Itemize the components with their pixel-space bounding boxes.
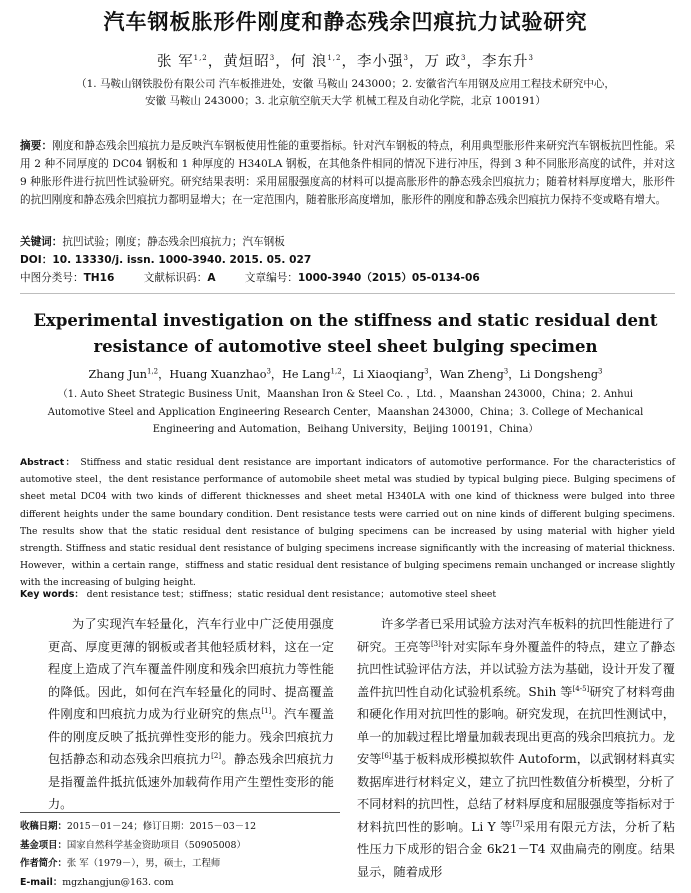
affiliations-english: （1. Auto Sheet Strategic Business Unit，Maanshan Iron & Steel Co. ，Ltd. ，Maanshan 243000，China；2. Anhui Automotive Steel and Application Engineering Research Center，Maanshan 243000，China；3. College of Mechanical Engineering and Automation，Beihang University，Beijing 100191，China） — [47, 389, 644, 435]
abstract-en-text: Stiffness and static residual dent resistance are important indicators of automotive performance. For the characteristics of automotive steel，the dent resistance performance of automobile sheet metal was studied by typical bulging piece. Bulging specimens of sheet metal DC04 with two kinds of different thicknesses and sheet metal H340LA with one kind of thickness were bulged into three different heights under the same boundary condition. Dent resistance tests were carried out on nine kinds of different bulging specimens. The results show that the static residual dent resistance of bulging specimens can be increased by using material with higher yield strength. Stiffness and static residual dent resistance of bulging specimens increase significantly with the increasing of material thickness. However，within a certain range，stiffness and static residual dent resistance of bulging specimens remain unchanged or increase slightly with the increasing of bulging height. — [20, 457, 676, 589]
affiliation-line: 安徽 马鞍山 243000；3. 北京航空航天大学 机械工程及自动化学院，北京 100191） — [145, 95, 546, 107]
author-affiliation-mark: 3 — [503, 367, 509, 376]
author-affiliation-mark: 3 — [266, 367, 271, 376]
footnote-label: 基金项目： — [20, 839, 67, 851]
abstract-chinese — [20, 137, 675, 209]
classification-row — [20, 269, 675, 287]
footnote-text: 2015－01－24；修订日期：2015－03－12 — [66, 821, 257, 832]
clc-number — [20, 272, 114, 284]
document-code-label: 文献标识码： — [143, 272, 208, 284]
doi-value: 10. 13330/j. issn. 1000-3940. 2015. 05. 027 — [52, 254, 312, 266]
footnote-text: mgzhangjun@163. com — [62, 876, 174, 888]
author-affiliation-mark: 1,2 — [193, 54, 208, 63]
affiliation-line: （1. 马鞍山钢铁股份有限公司 汽车板推进处，安徽 马鞍山 243000；2. 安徽省汽车用钢及应用工程技术研究中心， — [76, 78, 615, 90]
author-name: 张 军 — [157, 54, 194, 70]
footnote-text: 张 军（1979－），男，硕士，工程师 — [66, 858, 221, 869]
keywords-text: 抗凹试验；刚度；静态残余凹痕抗力；汽车钢板 — [62, 236, 285, 248]
article-metadata — [20, 233, 675, 287]
body-text: 针对实际车身外覆盖件的特点，建立了静态抗凹性试验评估方法，并以试验方法为基础，设计开发了覆盖件抗凹性自动化试验机系统。Shih 等 — [357, 639, 676, 699]
footnote-label: E-mail： — [20, 876, 63, 888]
footnote-line — [20, 855, 350, 874]
footnotes — [20, 818, 350, 892]
clc-value: TH16 — [83, 272, 115, 284]
citation-reference: [1] — [261, 706, 272, 715]
document-code — [144, 272, 216, 284]
section-divider — [20, 293, 675, 294]
author-name: Zhang Jun — [88, 368, 147, 381]
author-name: 黄烜昭 — [223, 54, 270, 70]
document-code-value: A — [207, 272, 216, 284]
author-affiliation-mark: 3 — [528, 54, 534, 63]
citation-reference: [6] — [381, 751, 392, 760]
authors-chinese: 张 军$^{1,2}$，黄烜昭$^3$，何 浪$^{1,2}$，李小强$^3$，万 政$^3$，李东升$^3$ — [157, 54, 534, 70]
abstract-en-label: Abstract： — [20, 457, 77, 468]
footnote-line — [20, 818, 350, 837]
article-number — [245, 272, 480, 284]
abstract-english — [20, 454, 675, 592]
doi-label: DOI： — [20, 254, 53, 266]
author-name: Li Xiaoqiang — [352, 368, 425, 381]
footnote-line — [20, 837, 350, 856]
author-affiliation-mark: 3 — [269, 54, 276, 63]
citation-reference: [4-5] — [572, 684, 590, 693]
footnote-line — [20, 874, 350, 893]
affiliations-chinese — [40, 76, 651, 110]
body-column-right — [357, 613, 675, 883]
footnote-label: 收稿日期： — [20, 821, 67, 832]
author-affiliation-mark: 1,2 — [146, 367, 159, 376]
body-text: 采用有限元方法，分析了粘性压力下成形的铝合金 6k21－T4 双曲扁壳的刚度。结果显示，随着成形 — [357, 819, 675, 879]
authors-english: Zhang Jun$^{1,2}$，Huang Xuanzhao$^3$，He Lang$^{1,2}$，Li Xiaoqiang$^3$，Wan Zheng$^3$，Li Dongsheng$^3$ — [88, 367, 603, 381]
keywords-en-label: Key words： — [20, 589, 84, 600]
author-name: 何 浪 — [290, 54, 328, 70]
article-number-value: 1000-3940（2015）05-0134-06 — [297, 272, 480, 284]
author-name: 李东升 — [482, 54, 529, 70]
article-number-label: 文章编号： — [244, 272, 298, 284]
title-chinese: 汽车钢板胀形件刚度和静态残余凹痕抗力试验研究 — [103, 10, 588, 34]
author-name: Wan Zheng — [439, 368, 504, 381]
citation-reference: [3] — [430, 639, 441, 648]
footnote-rule — [20, 812, 340, 813]
author-affiliation-mark: 3 — [598, 367, 603, 376]
abstract-label: 摘要： — [20, 140, 53, 152]
title-english: Experimental investigation on the stiffness and static residual dent resistance of automotive steel sheet bulging specimen — [33, 311, 658, 356]
footnote-label: 作者简介： — [20, 858, 67, 869]
author-name: 李小强 — [356, 54, 404, 70]
citation-reference: [2] — [211, 751, 222, 760]
author-affiliation-mark: 1,2 — [330, 367, 342, 376]
author-affiliation-mark: 3 — [424, 367, 429, 376]
body-column-left — [48, 613, 334, 816]
body-text: 。静态残余凹痕抗力是指覆盖件抵抗低速外加载荷作用产生塑性变形的能力。 — [48, 752, 335, 811]
keywords-label: 关键词： — [20, 236, 63, 248]
keywords-en-text: dent resistance test；stiffness；static residual dent resistance；automotive steel sheet — [86, 589, 497, 600]
author-name: Li Dongsheng — [519, 368, 599, 381]
keywords-chinese — [20, 233, 675, 251]
body-text: 许多学者已采用试验方法对汽车板料的抗凹性能进行了研究。王亮等 — [357, 617, 675, 654]
abstract-text: 刚度和静态残余凹痕抗力是反映汽车钢板使用性能的重要指标。针对汽车钢板的特点，利用典型胀形件来研究汽车钢板抗凹性能。采用 2 种不同厚度的 DC04 钢板和 1 种厚度的 H340LA 钢板，在其他条件相同的情况下进行冲压，得到 3 种不同胀形高度的试件，并对这 9 种胀形件进行抗凹性试验研究。研究结果表明：采用屈服强度高的材料可以提高胀形件的静态残余凹痕抗力；随着材料厚度增大，胀形件的抗凹刚度和静态残余凹痕抗力都明显增大；在一定范围内，随着胀形高度增加，胀形件的刚度和静态残余凹痕抗力保持不变或略有增大。 — [20, 140, 676, 206]
body-text: 为了实现汽车轻量化，汽车行业中广泛使用强度更高、厚度更薄的钢板或者其他轻质材料，这在一定程度上造成了汽车覆盖件刚度和残余凹痕抗力等性能的降低。因此，如何在汽车轻量化的同时、提高覆盖件刚度和凹痕抗力成为行业研究的焦点 — [48, 617, 334, 721]
clc-label: 中图分类号： — [20, 272, 84, 284]
doi — [20, 251, 675, 269]
author-name: Huang Xuanzhao — [169, 368, 267, 381]
author-affiliation-mark: 1,2 — [327, 54, 342, 63]
body-text: 基于板料成形模拟软件 Autoform，以武钢材料真实数据库进行材料定义，建立了抗凹性数值分析模型，分析了不同材料的抗凹性，总结了材料厚度和屈服强度等指标对于材料抗凹性的影响。Li Y 等 — [357, 752, 675, 834]
body-text: 。汽车覆盖件的刚度反映了抵抗弹性变形的能力。残余凹痕抗力包括静态和动态残余凹痕抗力 — [48, 707, 335, 766]
keywords-english — [20, 586, 675, 600]
author-name: 万 政 — [424, 54, 462, 70]
author-affiliation-mark: 3 — [403, 54, 409, 63]
author-affiliation-mark: 3 — [461, 54, 467, 63]
citation-reference: [7] — [512, 819, 523, 828]
author-name: He Lang — [282, 368, 331, 381]
body-text: 研究了材料弯曲和硬化作用对抗凹性的影响。研究发现，在抗凹性测试中，单一的加载过程比增量加载表现出更高的残余凹痕抗力。龙安等 — [357, 684, 675, 766]
footnote-text: 国家自然科学基金资助项目（50905008） — [66, 839, 246, 851]
